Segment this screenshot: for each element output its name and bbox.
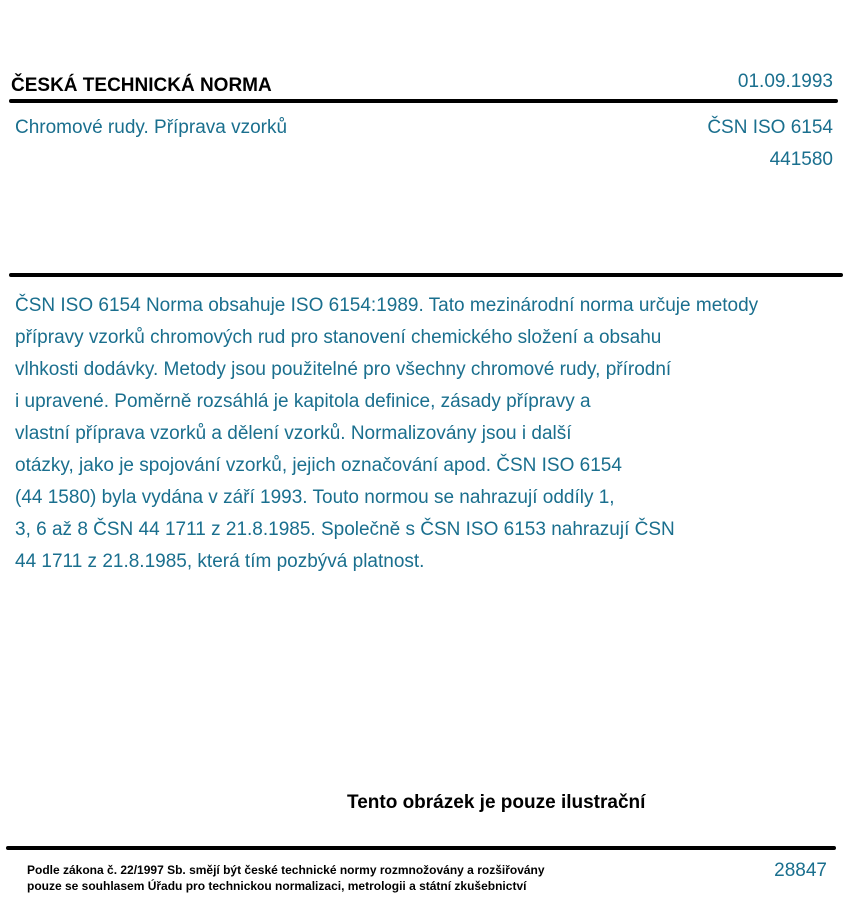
abstract-line: přípravy vzorků chromových rud pro stanovení chemického složení a obsahu: [15, 327, 662, 348]
abstract-text: [15, 290, 865, 578]
abstract-line: (44 1580) byla vydána v září 1993. Touto normou se nahrazují oddíly 1,: [15, 487, 615, 508]
issue-date: 01.09.1993: [737, 71, 833, 92]
abstract-line: ČSN ISO 6154 Norma obsahuje ISO 6154:1989. Tato mezinárodní norma určuje metody: [15, 295, 759, 316]
illustration-notice: Tento obrázek je pouze ilustrační: [347, 792, 646, 813]
document-title: Chromové rudy. Příprava vzorků: [15, 117, 288, 138]
legal-notice-line: pouze se souhlasem Úřadu pro technickou normalizaci, metrologii a státní zkušebnictví: [27, 879, 527, 893]
abstract-line: i upravené. Poměrně rozsáhlá je kapitola definice, zásady přípravy a: [15, 391, 591, 412]
legal-notice-line: Podle zákona č. 22/1997 Sb. smějí být české technické normy rozmnožovány a rozšiřovány: [27, 863, 545, 877]
section-divider: [9, 273, 843, 277]
abstract-line: otázky, jako je spojování vzorků, jejich označování apod. ČSN ISO 6154: [15, 455, 622, 476]
standard-code: ČSN ISO 6154: [707, 117, 833, 138]
classification-number: 441580: [769, 149, 833, 170]
header-divider: [9, 99, 838, 103]
abstract-line: 3, 6 až 8 ČSN 44 1711 z 21.8.1985. Společně s ČSN ISO 6153 nahrazují ČSN: [15, 519, 675, 540]
footer-divider: [6, 846, 836, 850]
abstract-line: vlastní příprava vzorků a dělení vzorků. Normalizovány jsou i další: [15, 423, 572, 444]
header-title: ČESKÁ TECHNICKÁ NORMA: [11, 75, 272, 96]
document-id-number: 28847: [774, 860, 827, 881]
abstract-line: vlhkosti dodávky. Metody jsou použitelné pro všechny chromové rudy, přírodní: [15, 359, 672, 380]
abstract-line: 44 1711 z 21.8.1985, která tím pozbývá platnost.: [15, 551, 425, 572]
legal-notice: [27, 862, 545, 894]
